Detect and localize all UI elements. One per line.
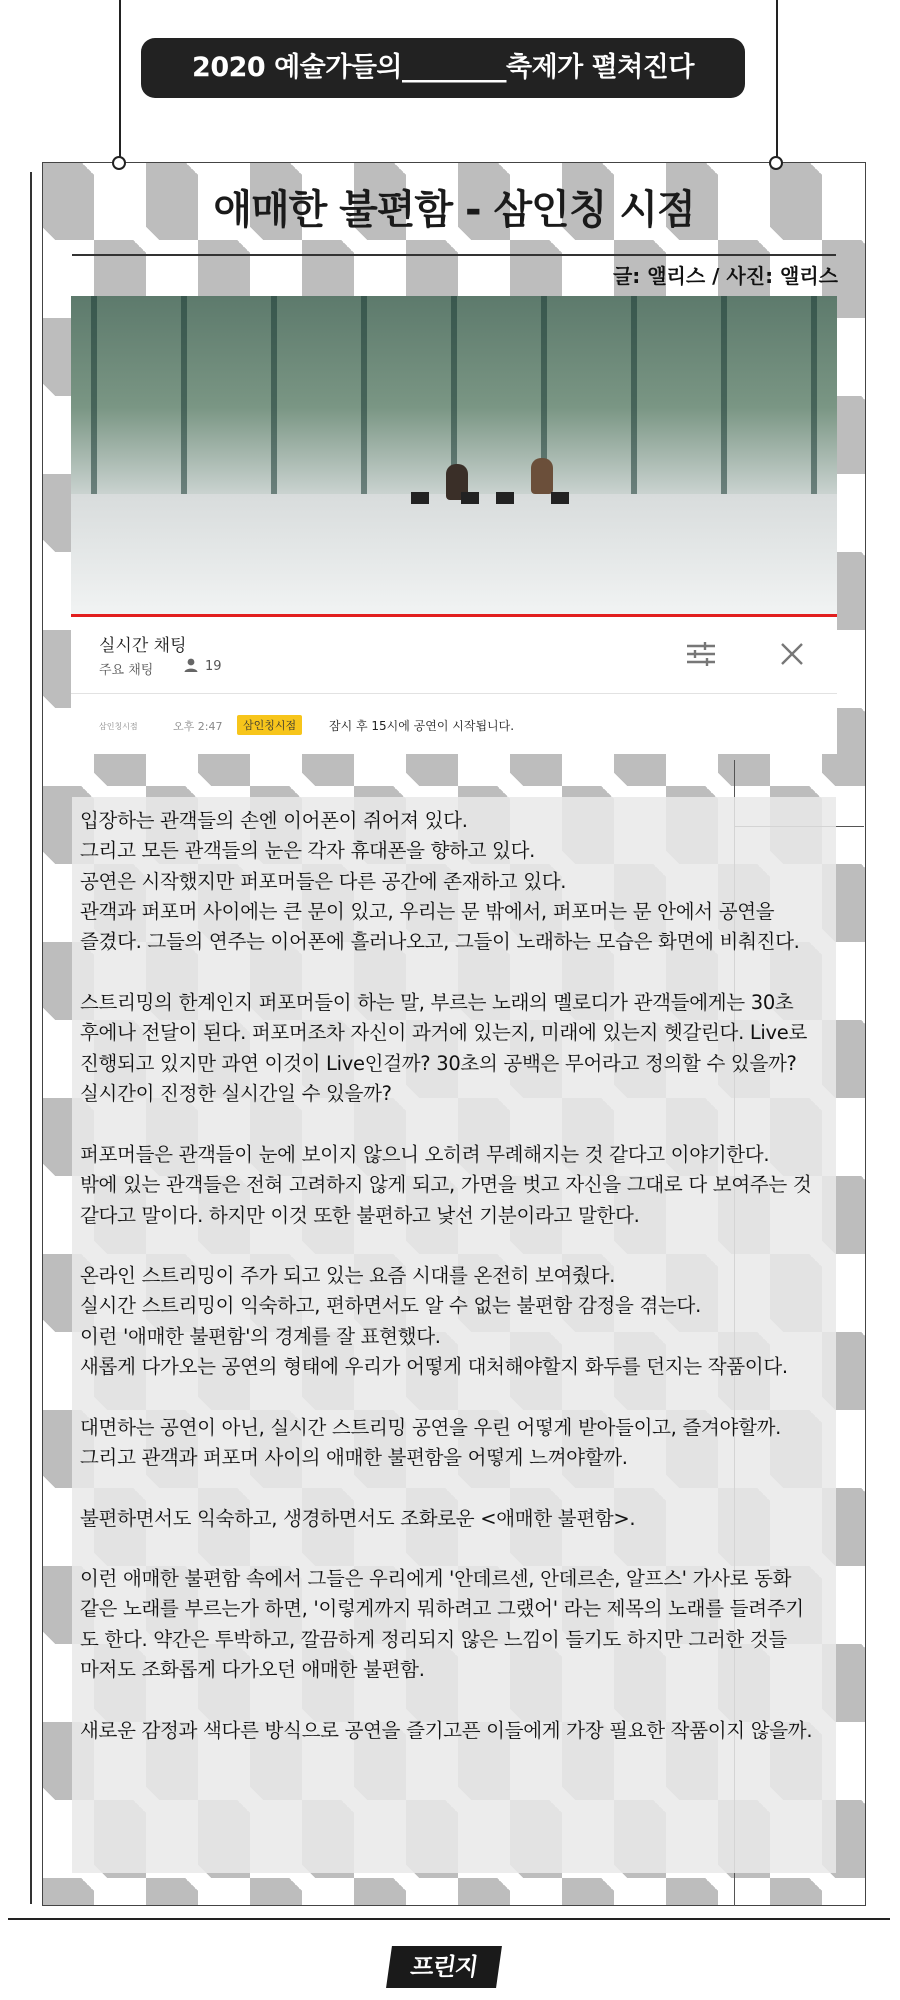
paragraph-1: 입장하는 관객들의 손엔 이어폰이 쥐어져 있다. 그리고 모든 관객들의 눈은 각자 휴대폰을 향하고 있다. 공연은 시작했지만 퍼포머들은 다른 공간에 존재하고 있다. 관객과 퍼포머 사이에는 큰 문이 있고, 우리는 문 밖에서, 퍼포머는 문 안에서 공연을 즐겼다. 그들의 연주는 이어폰에 흘러나오고, 그들이 노래하는 모습은 화면에 비춰진다. — [80, 809, 800, 954]
chat-message-text: 잠시 후 15시에 공연이 시작됩니다. — [329, 719, 515, 733]
close-icon[interactable] — [779, 641, 805, 667]
paragraph-3: 퍼포머들은 관객들이 눈에 보이지 않으니 오히려 무례해지는 것 같다고 이야기한다. 밖에 있는 관객들은 전혀 고려하지 않게 되고, 가면을 벗고 자신을 그대로 다 보여주는 것 같다고 말이다. 하지만 이것 또한 불편하고 낯선 기분이라고 말한다. — [80, 1143, 812, 1227]
paragraph-2: 스트리밍의 한계인지 퍼포머들이 하는 말, 부르는 노래의 멜로디가 관객들에게는 30초 후에나 전달이 된다. 퍼포머조차 자신이 과거에 있는지, 미래에 있는지 헷갈린다. Live로 진행되고 있지만 과연 이것이 Live인걸까? 30초의 공백은 무어라고 정의할 수 있을까? 실시간이 진정한 실시간일 수 있을까? — [80, 991, 808, 1105]
hanging-string-right — [776, 0, 778, 162]
heading-rule — [72, 254, 836, 256]
ring-left — [112, 156, 126, 170]
footer-rule — [8, 1918, 890, 1920]
paragraph-7: 이런 애매한 불편함 속에서 그들은 우리에게 '안데르센, 안데르손, 알프스' 가사로 동화 같은 노래를 부르는가 하면, '이렇게까지 뭐하려고 그랬어' 라는 제목의 노래를 들려주기 도 한다. 약간은 투박하고, 깔끔하게 정리되지 않은 느낌이 들기도 하지만 그러한 것들 마저도 조화롭게 다가오던 애매한 불편함. — [80, 1567, 804, 1681]
article-heading: 애매한 불편함 - 삼인칭 시점 — [213, 187, 695, 233]
user-icon — [183, 657, 199, 673]
chat-message-time: 오후 2:47 — [173, 720, 223, 733]
chat-title: 실시간 채팅 — [99, 636, 187, 656]
chat-message-badge: 삼인칭시점 — [237, 715, 302, 735]
paragraph-6: 불편하면서도 익숙하고, 생경하면서도 조화로운 <애매한 불편함>. — [80, 1507, 636, 1530]
article-credit: 글: 앨리스 / 사진: 앨리스 — [612, 264, 838, 288]
chat-divider — [71, 693, 837, 694]
performance-photo — [71, 296, 837, 614]
chat-subtitle[interactable]: 주요 채팅 — [99, 663, 154, 678]
viewer-count: 19 — [205, 659, 222, 674]
paragraph-5: 대면하는 공연이 아닌, 실시간 스트리밍 공연을 우린 어떻게 받아들이고, 즐겨야할까. 그리고 관객과 퍼포머 사이의 애매한 불편함을 어떻게 느껴야할까. — [80, 1416, 782, 1470]
fringe-logo: 프린지 — [386, 1946, 502, 1988]
banner-title: 2020 예술가들의________축제가 펼쳐진다 — [141, 38, 745, 98]
live-chat-panel — [71, 617, 837, 754]
sliders-icon[interactable] — [685, 641, 717, 667]
paragraph-8: 새로운 감정과 색다른 방식으로 공연을 즐기고픈 이들에게 가장 필요한 작품이지 않을까. — [80, 1719, 813, 1742]
hanging-string-left — [119, 0, 121, 162]
paragraph-4: 온라인 스트리밍이 주가 되고 있는 요즘 시대를 온전히 보여줬다. 실시간 스트리밍이 익숙하고, 편하면서도 알 수 없는 불편함 감정을 겪는다. 이런 '애매한 불편함'의 경계를 잘 표현했다. 새롭게 다가오는 공연의 형태에 우리가 어떻게 대처해야할지 화두를 던지는 작품이다. — [80, 1264, 788, 1378]
ring-right — [769, 156, 783, 170]
chat-message-user: 삼인칭시점 — [99, 722, 138, 731]
